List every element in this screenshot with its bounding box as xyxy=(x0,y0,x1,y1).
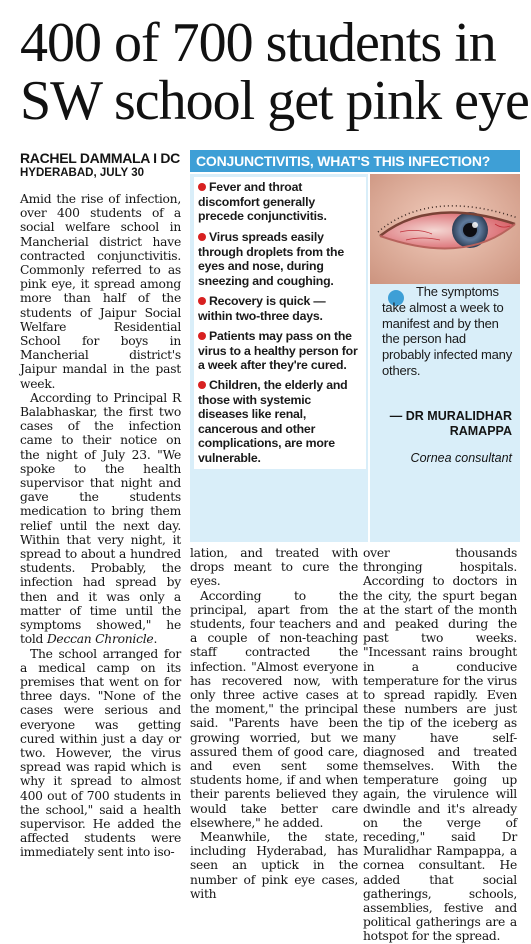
eye-photo xyxy=(370,174,520,284)
infobox xyxy=(190,150,520,542)
article-text: . xyxy=(153,632,158,647)
fact-item: Recovery is quick — within two-three days. xyxy=(194,291,366,326)
dateline: HYDERABAD, JULY 30 xyxy=(20,167,144,179)
fact-item: Children, the elderly and those with systemic diseases like renal, cancerous and other complications, are more vulnerable. xyxy=(194,375,366,469)
headline xyxy=(20,12,529,132)
quote-author: — DR MURALIDHAR RAMAPPA xyxy=(389,409,512,438)
bullet-icon xyxy=(198,233,206,241)
article-paragraph: Amid the rise of infection, over 400 students of a social welfare school in Mancherial district have contracted conjunctivitis. Commonly referred to as pink eye, it spread among more than half of the students of Jaipur Social Welfare Residential School for boys in Mancherial district's Jaipur mandal in the past week. xyxy=(20,192,181,391)
pull-quote: The symptoms take almost a week to manifest and by then the person had probably infected many others. xyxy=(382,284,513,378)
article-paragraph xyxy=(20,391,181,647)
bullet-icon xyxy=(198,297,206,305)
bullet-icon xyxy=(198,381,206,389)
quote-role: Cornea consultant xyxy=(410,451,512,465)
article-column-1 xyxy=(20,192,181,860)
article-paragraph: The school arranged for a medical camp on its premises that went on for three days. "None of the cases were serious and everyone was getting cured within just a day or two. However, the virus spread was rapid which is why it spread to almost 400 out of 700 students in the school," said a health supervisor. He added the affected students were immediately sent into iso- xyxy=(20,646,181,860)
fact-item: Virus spreads easily through droplets from the eyes and nose, during sneezing and coughing. xyxy=(194,227,366,291)
fact-item: Patients may pass on the virus to a healthy person for a week after they're cured. xyxy=(194,326,366,376)
bullet-icon xyxy=(198,183,206,191)
article-column-3 xyxy=(363,546,517,944)
headline-line-1: 400 of 700 students in xyxy=(20,12,496,74)
fact-item: Fever and throat discomfort generally precede conjunctivitis. xyxy=(194,177,366,227)
headline-line-2: SW school get pink eye xyxy=(20,70,529,132)
article-paragraph: Meanwhile, the state, including Hyderabad, has seen an uptick in the number of pink eye cases, with xyxy=(190,830,358,901)
byline: RACHEL DAMMALA I DC xyxy=(20,150,180,166)
article-paragraph: According to the principal, apart from the students, four teachers and a couple of non-teaching staff contracted the infection. "Almost everyone has recovered now, with only three active cases at the moment," the principal said. "Parents have been growing worried, but we assured them of good care, and even sent some students home, if and when their parents believed they would take better care elsewhere," he added. xyxy=(190,588,358,830)
publication-name: Deccan Chronicle xyxy=(46,632,154,647)
quote-panel xyxy=(370,284,520,542)
infobox-title: CONJUNCTIVITIS, WHAT'S THIS INFECTION? xyxy=(190,150,520,172)
article-paragraph: over thousands thronging hospitals. According to doctors in the city, the spurt began at the start of the month and peaked during the past two weeks. "Incessant rains brought in a conducive temperature for the virus to spread rapidly. Even these numbers are just the tip of the iceberg as many have self-diagnosed and treated themselves. With the temperature going up again, the virulence will dwindle and it's already on the verge of receding," said Dr Muralidhar Rampappa, a cornea consultant. He added that social gatherings, schools, assemblies, festive and political gatherings are a hotspot for the spread. xyxy=(363,546,517,944)
bullet-icon xyxy=(198,332,206,340)
article-column-2 xyxy=(190,546,358,901)
infobox-facts-panel xyxy=(190,174,368,542)
article-text: According to Principal R Balabhaskar, the first two cases of the infection came to their notice on the night of July 23. "We spoke to the health supervisor that night and gave the students medication to bring them relief until the next day. Within that very night, it spread to about a hundred students. Probably, the infection had spread by then and it was only a matter of time until the symptoms showed," he told xyxy=(20,390,181,647)
article-paragraph: lation, and treated with drops meant to cure the eyes. xyxy=(190,546,358,589)
